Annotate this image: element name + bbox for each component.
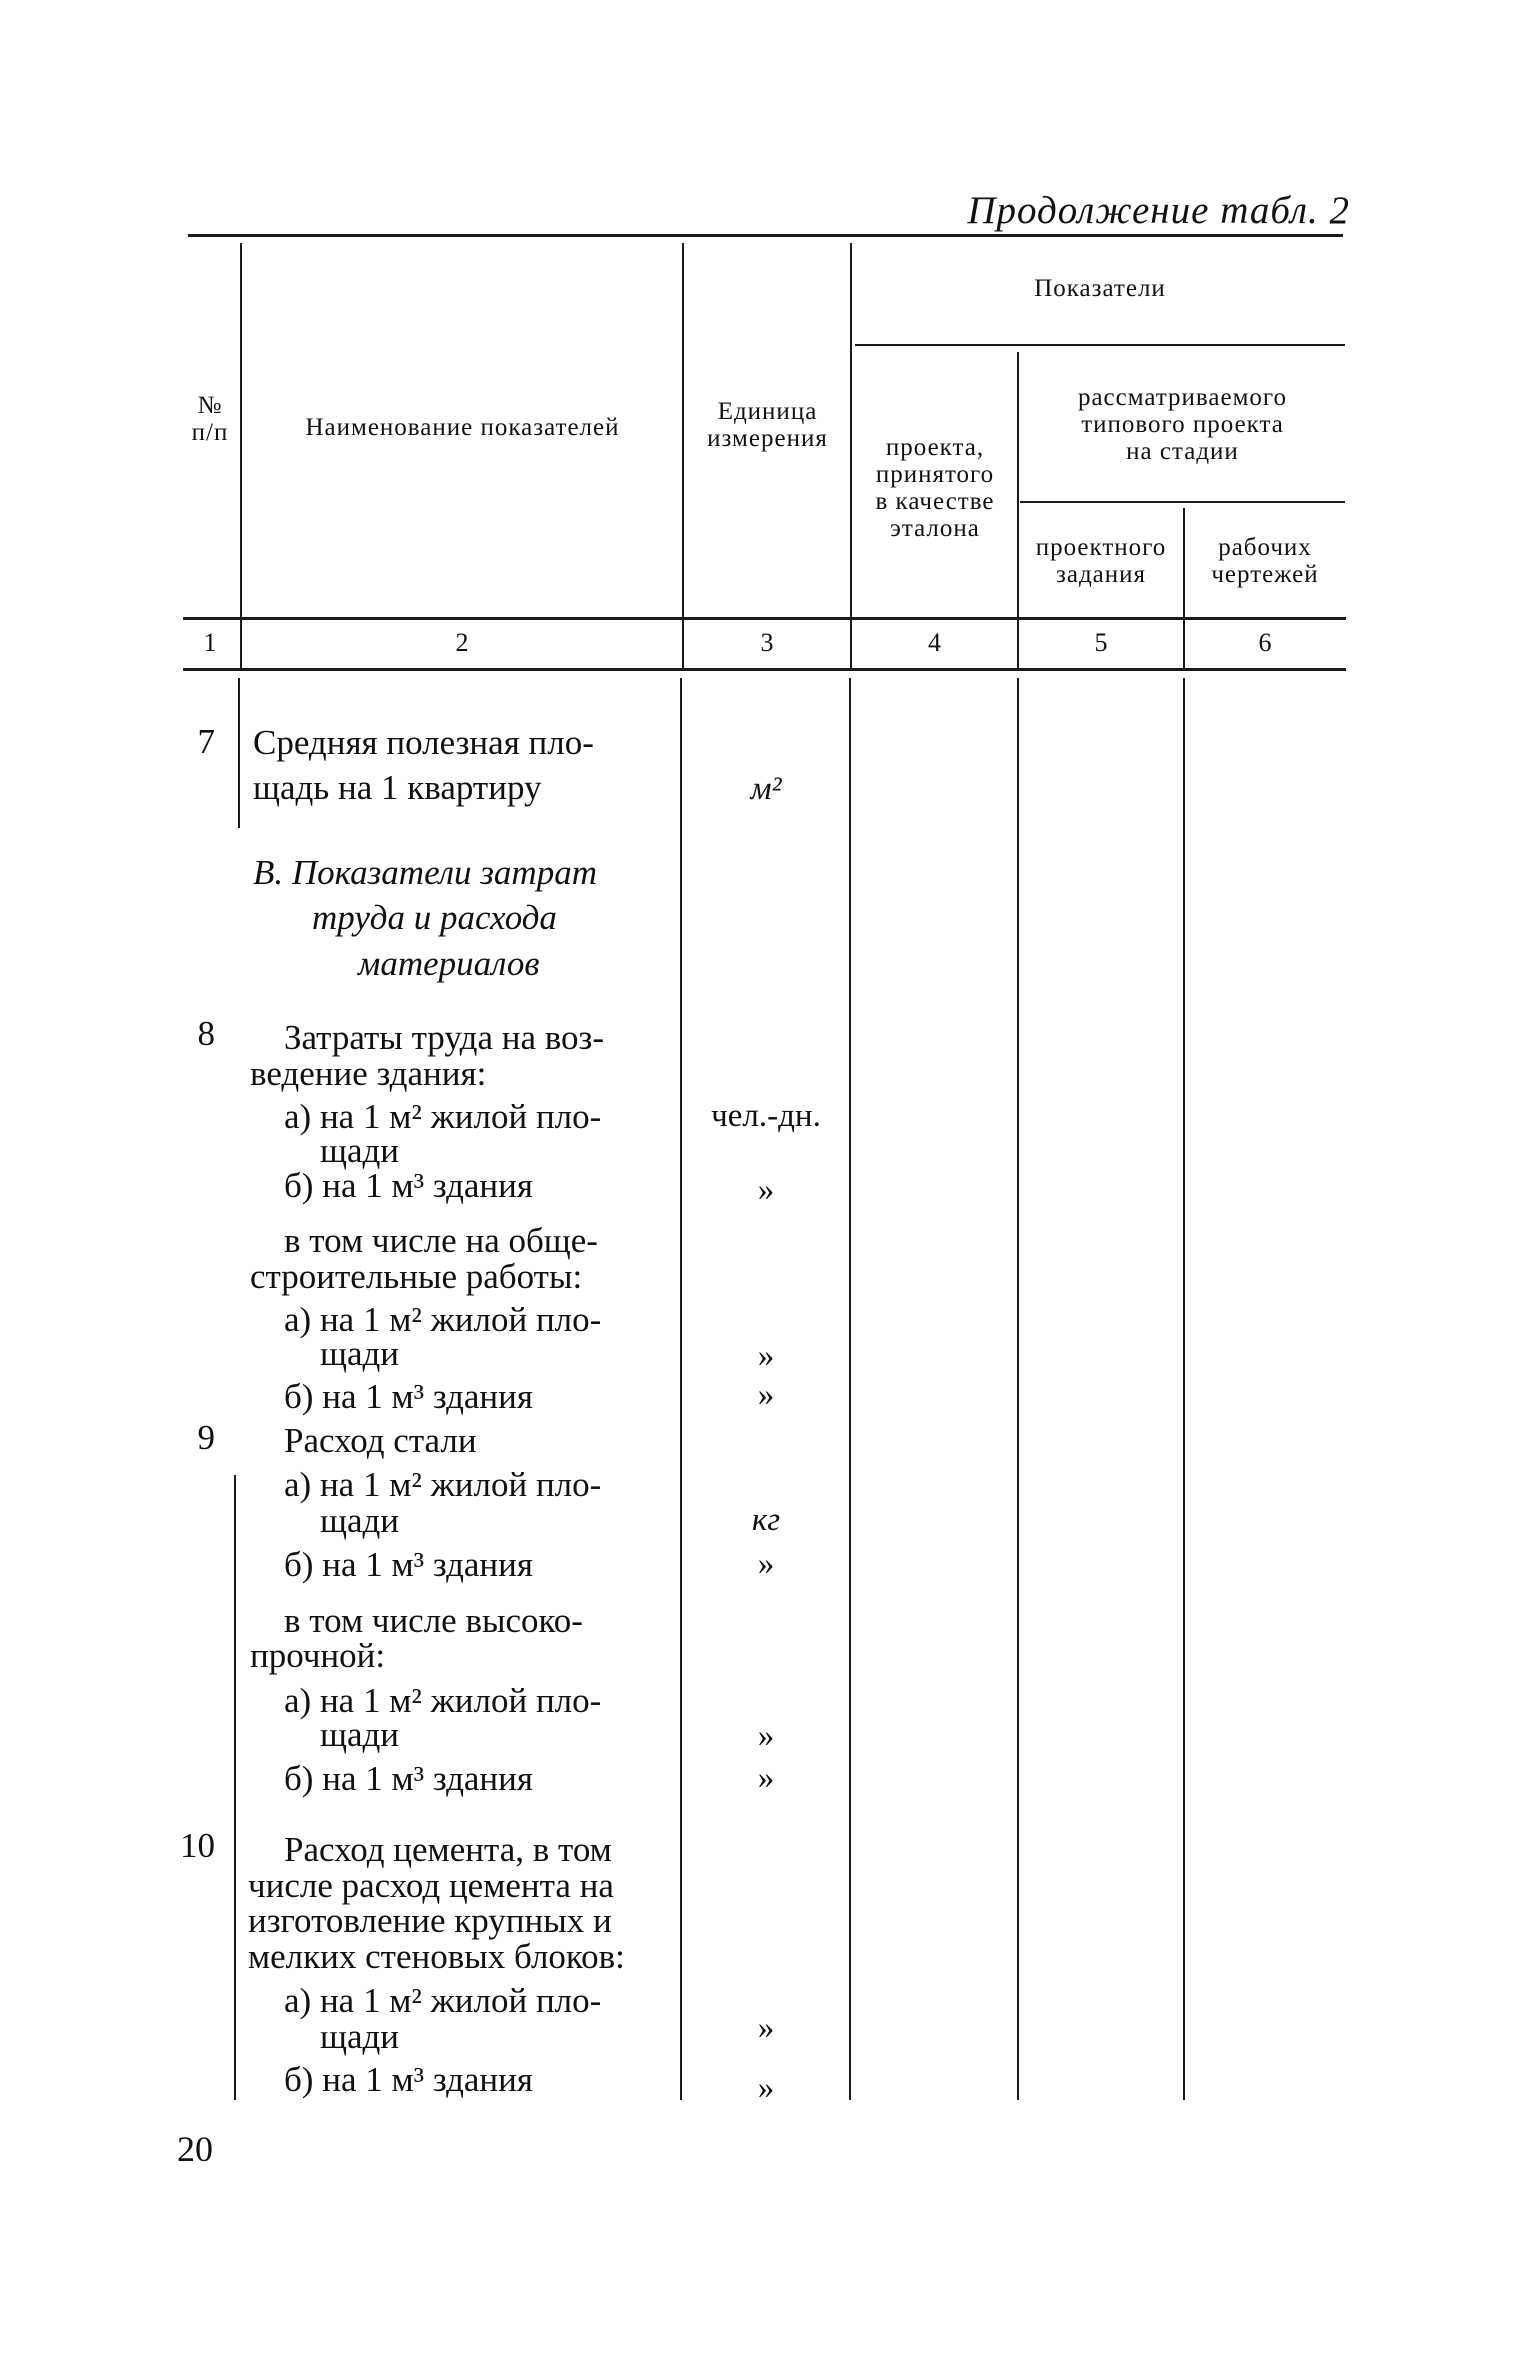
row-9-line-9: б) на 1 м³ здания (284, 1759, 533, 1798)
row-number-8: 8 (197, 1014, 215, 1053)
body-divider-4 (1017, 678, 1019, 2100)
row-9-unit-3: » (757, 1718, 775, 1754)
row-7-unit: м² (750, 771, 782, 807)
row-9-line-4: б) на 1 м³ здания (284, 1545, 533, 1584)
header-num: № п/п (191, 392, 229, 446)
row-10-line-2: числе расход цемента на (248, 1866, 614, 1905)
row-number-10: 10 (180, 1826, 215, 1865)
row-10-line-6: щади (320, 2017, 400, 2056)
row-10-unit-1: » (757, 2010, 775, 2046)
section-v-line-1: В. Показатели затрат (253, 853, 597, 892)
row-9-unit-1: кг (751, 1502, 781, 1538)
row-9-line-5: в том числе высоко- (284, 1601, 583, 1640)
header-divider-1 (240, 243, 242, 668)
column-number-1: 1 (203, 628, 217, 657)
row-10-line-5: а) на 1 м² жилой пло- (284, 1981, 602, 2020)
body-divider-5 (1183, 678, 1185, 2100)
header-divider-3 (850, 243, 852, 668)
column-number-2: 2 (455, 628, 469, 657)
row-8-unit-2: » (757, 1172, 775, 1208)
row-9-line-6: прочной: (250, 1636, 386, 1675)
row-8-line-9: щади (320, 1334, 400, 1373)
row-9-line-7: а) на 1 м² жилой пло- (284, 1681, 602, 1720)
row-10-unit-2: » (757, 2070, 775, 2106)
row-number-9: 9 (197, 1418, 215, 1457)
column-number-5: 5 (1094, 628, 1108, 657)
header-unit: Единица измерения (707, 398, 828, 452)
header-divider-4 (1017, 352, 1019, 668)
row-8-line-2: ведение здания: (250, 1054, 487, 1093)
row-number-7: 7 (197, 722, 215, 761)
header-divider-2 (682, 243, 684, 668)
section-v-line-3: материалов (358, 944, 540, 983)
row-8-line-4: щади (320, 1131, 400, 1170)
row-9-line-2: а) на 1 м² жилой пло- (284, 1465, 602, 1504)
row-10-line-4: мелких стеновых блоков: (248, 1937, 625, 1976)
header-name: Наименование показателей (305, 414, 620, 441)
row-9-unit-4: » (757, 1760, 775, 1796)
row-7-line-1: Средняя полезная пло- (253, 723, 594, 762)
header-bottom-rule (183, 617, 1346, 620)
section-v-line-2: труда и расхода (312, 898, 557, 937)
row-8-unit-3: » (757, 1338, 775, 1374)
page-number: 20 (177, 2129, 213, 2169)
table-continuation-caption: Продолжение табл. 2 (967, 189, 1350, 232)
header-etalon: проекта, принятого в качестве эталона (875, 434, 995, 542)
header-indicators: Показатели (1034, 275, 1166, 302)
row-8-line-6: в том числе на обще- (284, 1221, 598, 1260)
row-9-unit-2: » (757, 1546, 775, 1582)
header-stage-1: проектного задания (1035, 534, 1167, 588)
row-10-line-1: Расход цемента, в том (284, 1830, 612, 1869)
top-rule (188, 234, 1343, 237)
row-8-unit-1: чел.-дн. (711, 1098, 821, 1134)
column-number-6: 6 (1258, 628, 1272, 657)
row-8-line-5: б) на 1 м³ здания (284, 1166, 533, 1205)
stage-rule (1020, 501, 1345, 503)
row-8-line-10: б) на 1 м³ здания (284, 1377, 533, 1416)
column-number-3: 3 (760, 628, 774, 657)
row-8-line-8: а) на 1 м² жилой пло- (284, 1300, 602, 1339)
row-10-line-7: б) на 1 м³ здания (284, 2060, 533, 2099)
row-8-line-7: строительные работы: (250, 1257, 583, 1296)
column-number-4: 4 (928, 628, 941, 657)
column-numbers-rule (183, 668, 1346, 671)
row-9-line-8: щади (320, 1715, 400, 1754)
indicators-rule (855, 344, 1345, 346)
row-7-line-2: щадь на 1 квартиру (253, 768, 542, 807)
body-divider-1 (238, 678, 240, 828)
row-8-line-3: а) на 1 м² жилой пло- (284, 1097, 602, 1136)
body-divider-1b (234, 1475, 236, 2100)
row-8-unit-4: » (757, 1377, 775, 1413)
row-9-line-3: щади (320, 1501, 400, 1540)
row-10-line-3: изготовление крупных и (248, 1901, 612, 1940)
row-8-line-1: Затраты труда на воз- (284, 1018, 605, 1057)
row-9-line-1: Расход стали (284, 1421, 477, 1460)
header-typical: рассматриваемого типового проекта на стадии (1077, 384, 1288, 465)
header-stage-2: рабочих чертежей (1211, 534, 1319, 588)
